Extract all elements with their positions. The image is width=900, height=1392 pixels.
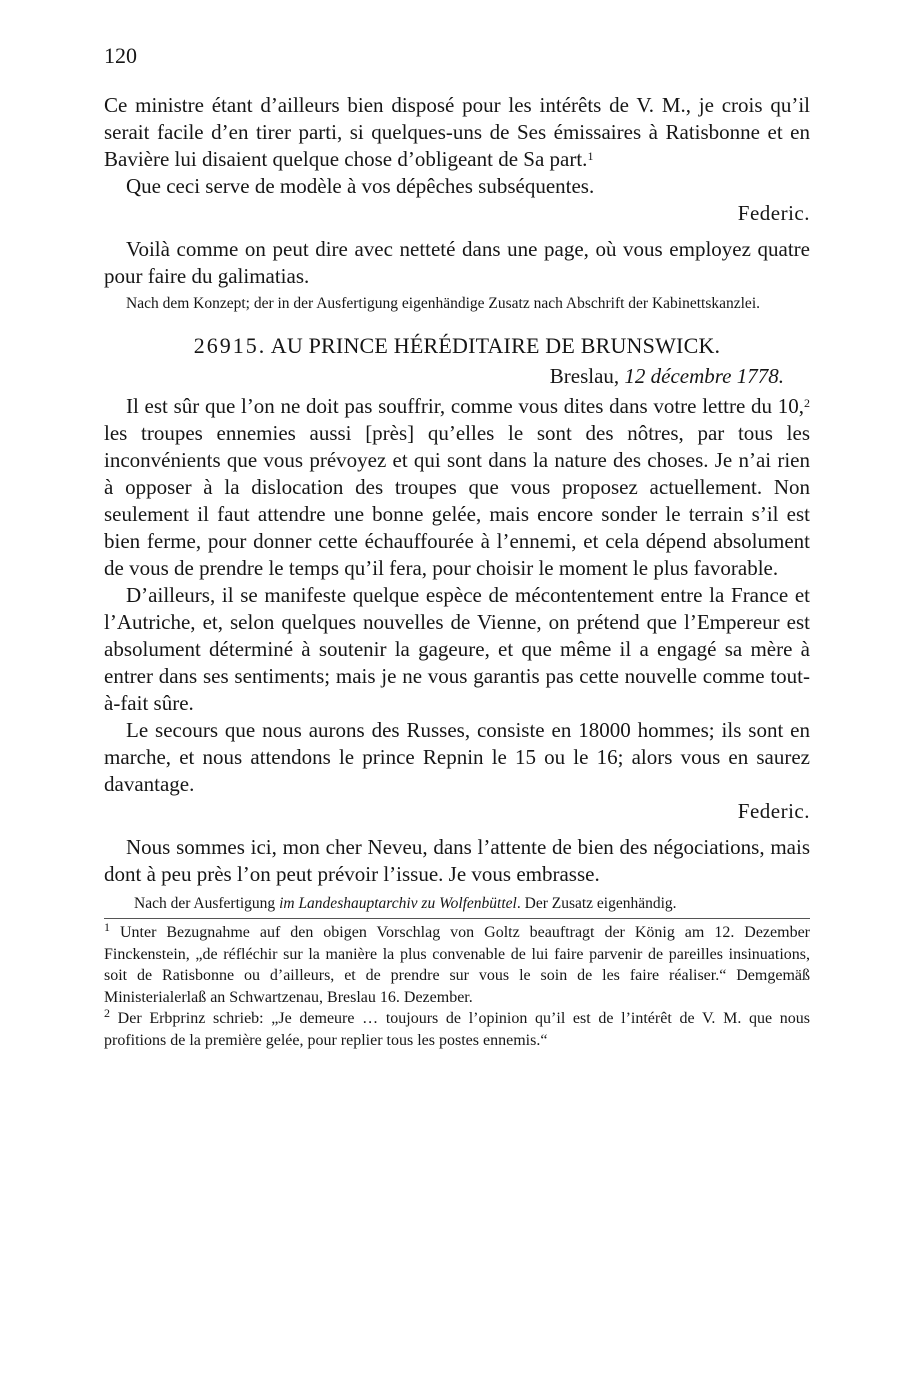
footnote	[104, 922, 810, 1008]
letter-paragraph: Le secours que nous aurons des Russes, consiste en 18000 hommes; ils sont en marche, et nous attendons le prince Repnin le 15 ou le 16; alors vous en saurez davantage.	[104, 718, 810, 796]
place-date	[104, 363, 810, 390]
footnote-text: Der Erbprinz schrieb: „Je demeure … toujours de l’opinion qu’il est de l’intérêt de V. M. que nous profitions de la première gelée, pour replier tous les postes ennemis.“	[104, 1010, 811, 1049]
signature: Federic.	[737, 201, 810, 225]
paragraph-text: Il est sûr que l’on ne doit pas souffrir, comme vous dites dans votre lettre du 10,	[126, 394, 804, 418]
letter-title: AU PRINCE HÉRÉDITAIRE DE BRUNSWICK.	[270, 333, 721, 358]
paragraph-text: Ce ministre étant d’ailleurs bien disposé pour les intérêts de V. M., je crois qu’il serait facile d’en tirer parti, si quelques-uns de Ses émissaires à Ratisbonne et en Bavière lui disaient quelque chose d’obligeant de Sa part.	[104, 93, 810, 171]
footnote-ref: 1	[587, 149, 594, 163]
letter-number: 26915.	[193, 333, 267, 358]
postscript: Nous sommes ici, mon cher Neveu, dans l’attente de bien des négociations, mais dont à peu près l’on peut prévoir l’issue. Je vous embrasse.	[104, 835, 810, 886]
source-note-archive: im Landeshauptarchiv zu Wolfenbüttel	[279, 895, 517, 912]
source-note: Nach dem Konzept; der in der Ausfertigung eigenhändige Zusatz nach Abschrift der Kabinettskanzlei.	[126, 295, 760, 312]
footnotes	[104, 918, 810, 1051]
letter-paragraph: D’ailleurs, il se manifeste quelque espèce de mécontentement entre la France et l’Autriche, et, selon quelques nouvelles de Vienne, on prétend que l’Empereur est absolument déterminé à soutenir la gageure, et que même il a engagé sa mère à entrer dans ses sentiments; mais je ne vous garantis pas cette nouvelle comme tout-à-fait sûre.	[104, 583, 810, 715]
letter-body	[104, 393, 810, 798]
continuation-paragraph: Que ceci serve de modèle à vos dépêches subséquentes.	[126, 174, 595, 198]
footnote-text: Unter Bezugnahme auf den obigen Vorschlag von Goltz beauftragt der König am 12. Dezember Finckenstein, „de réfléchir sur la manière la plus convenable de lui faire parvenir de pareilles insinuations, soit de Ratisbonne ou d’ailleurs, et de prendre sur vous le soin de les faire réaliser.“ Demgemäß Ministerialerlaß an Schwartzenau, Breslau 16. Dezember.	[104, 924, 811, 1006]
paragraph-text: les troupes ennemies aussi [près] qu’elles le sont des nôtres, par tous les inconvénients que vous prévoyez et qui sont dans la nature des choses. Je n’ai rien à opposer à la dislocation des troupes que vous proposez actuellement. Non seulement il faut attendre une bonne gelée, mais encore sonder le terrain s’il est bien ferme, pour donner cette échauffourée à l’ennemi, et cela dépend absolument de vous de prendre le temps qu’il fera, pour choisir le moment le plus favorable.	[104, 421, 810, 580]
continuation-text	[104, 92, 810, 200]
letter-date: 12 décembre 1778.	[624, 364, 784, 388]
letter-heading	[104, 332, 810, 360]
source-note-text: . Der Zusatz eigenhändig.	[516, 895, 677, 912]
postscript: Voilà comme on peut dire avec netteté dans une page, où vous employez quatre pour faire du galimatias.	[104, 237, 810, 288]
letter-paragraph	[104, 393, 810, 582]
source-note	[104, 894, 810, 914]
footnote-ref: 2	[804, 396, 810, 410]
footnote	[104, 1008, 810, 1051]
letter-place: Breslau,	[549, 364, 620, 388]
footnote-marker: 2	[104, 1006, 110, 1020]
footnote-marker: 1	[104, 920, 110, 934]
signature: Federic.	[737, 799, 810, 823]
continuation-paragraph	[104, 92, 810, 173]
source-note-text: Nach der Ausfertigung	[134, 895, 280, 912]
page-number: 120	[104, 43, 137, 68]
document-page	[104, 42, 810, 1051]
